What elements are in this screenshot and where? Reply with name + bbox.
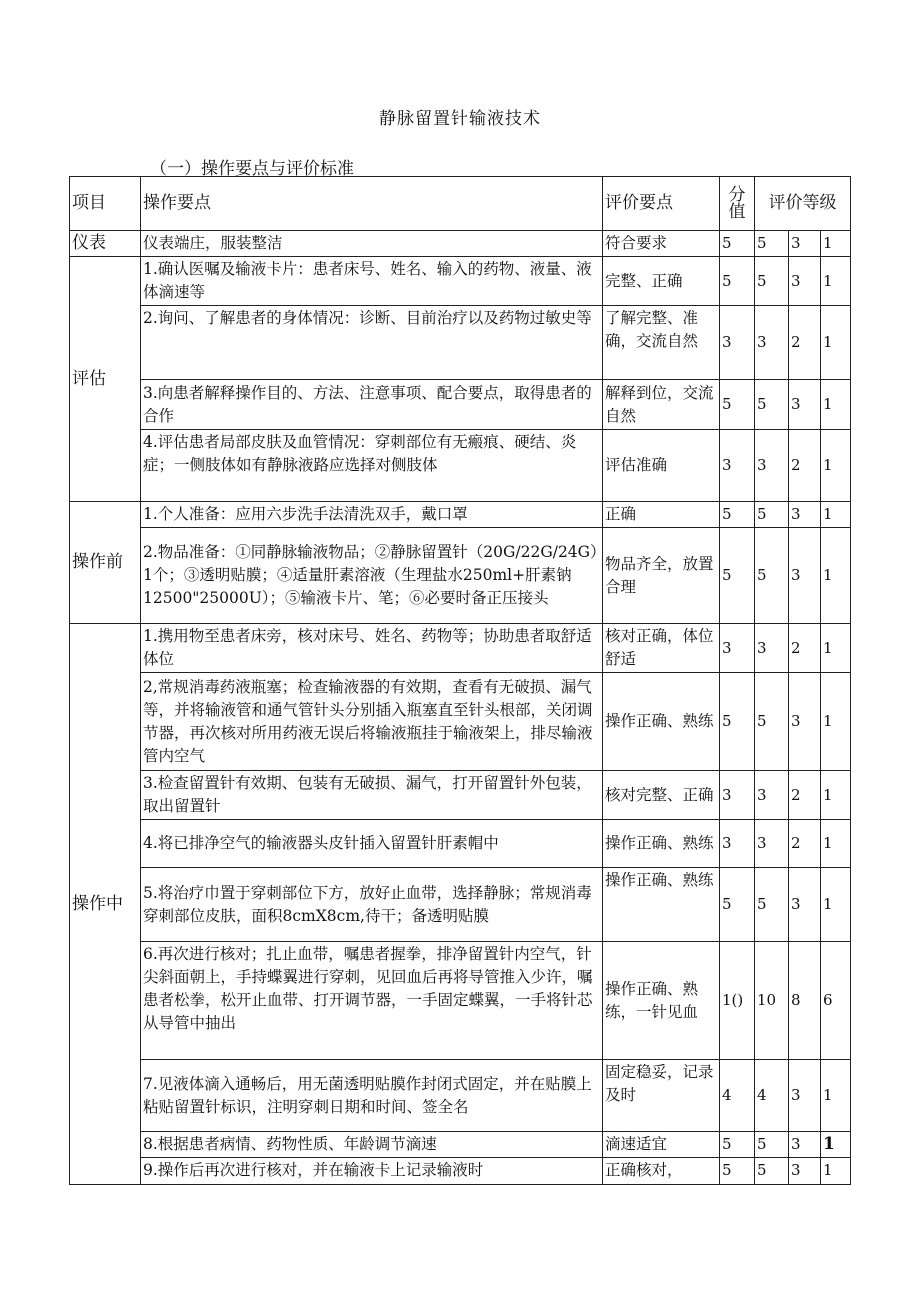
- step-cell: 1.确认医嘱及输液卡片：患者床号、姓名、输入的药物、液量、液体滴速等: [141, 257, 603, 306]
- evaluation-table: [69, 176, 851, 1185]
- criteria-cell: 解释到位，交流自然: [603, 380, 720, 430]
- criteria-cell: 符合要求: [603, 231, 720, 257]
- grade-a-cell: 5: [755, 1132, 789, 1158]
- grade-b-cell: 2: [789, 624, 821, 673]
- step-cell: 2,常规消毒药液瓶塞；检查输液器的有效期，查看有无破损、漏气等，并将输液管和通气管针头分别插入瓶塞直至针头根部，关闭调节器，再次核对所用药液无误后将输液瓶挂于输液架上，排尽输液管内空气: [141, 673, 603, 771]
- grade-b-cell: 3: [789, 1158, 821, 1185]
- group-label: 操作中: [70, 624, 141, 1185]
- grade-b-cell: 8: [789, 942, 821, 1060]
- step-cell: 6.再次进行核对；扎止血带，嘱患者握拳，排净留置针内空气，针尖斜面朝上，手持蝶翼进行穿刺，见回血后再将导管推入少许，嘱患者松拳，松开止血带、打开调节器，一手固定蝶翼，一手将针芯从导管中抽出: [141, 942, 603, 1060]
- score-cell: 5: [720, 673, 755, 771]
- step-cell: 5.将治疗巾置于穿刺部位下方，放好止血带，选择静脉；常规消毒穿刺部位皮肤，面积8cmX8cm,待干；备透明贴膜: [141, 868, 603, 942]
- criteria-cell: 核对正确，体位舒适: [603, 624, 720, 673]
- step-cell: 1.个人准备：应用六步洗手法清洗双手，戴口罩: [141, 502, 603, 528]
- grade-c-cell: 1: [821, 771, 851, 820]
- section-heading: （一）操作要点与评价标准: [150, 159, 354, 179]
- grade-b-cell: 2: [789, 820, 821, 868]
- criteria-cell: 了解完整、准确，交流自然: [603, 306, 720, 380]
- step-cell: 2.询问、了解患者的身体情况：诊断、目前治疗以及药物过敏史等: [141, 306, 603, 380]
- score-cell: 5: [720, 1132, 755, 1158]
- table-row: [70, 820, 851, 868]
- grade-c-cell: 1: [821, 1132, 851, 1158]
- grade-a-cell: 5: [755, 380, 789, 430]
- grade-a-cell: 3: [755, 306, 789, 380]
- table-header-row: [70, 177, 851, 231]
- step-cell: 3.检查留置针有效期、包装有无破损、漏气，打开留置针外包装，取出留置针: [141, 771, 603, 820]
- grade-c-cell: 1: [821, 380, 851, 430]
- grade-a-cell: 3: [755, 430, 789, 502]
- header-score-line2: 值: [728, 201, 746, 222]
- grade-b-cell: 3: [789, 673, 821, 771]
- table-row: [70, 502, 851, 528]
- score-cell: 5: [720, 257, 755, 306]
- criteria-cell: 固定稳妥，记录及时: [603, 1060, 720, 1132]
- table-row: [70, 231, 851, 257]
- criteria-cell: 评估准确: [603, 430, 720, 502]
- criteria-cell: 操作正确、熟练: [603, 673, 720, 771]
- grade-a-cell: 10: [755, 942, 789, 1060]
- score-cell: 3: [720, 820, 755, 868]
- grade-c-cell: 1: [821, 673, 851, 771]
- criteria-cell: 操作正确、熟练，一针见血: [603, 942, 720, 1060]
- score-cell: 5: [720, 528, 755, 624]
- grade-c-cell: 1: [821, 624, 851, 673]
- grade-b-cell: 3: [789, 1060, 821, 1132]
- grade-c-cell: 1: [821, 868, 851, 942]
- table-row: [70, 624, 851, 673]
- step-cell: 4.将已排净空气的输液器头皮针插入留置针肝素帽中: [141, 820, 603, 868]
- criteria-cell: 操作正确、熟练: [603, 820, 720, 868]
- score-cell: 4: [720, 1060, 755, 1132]
- grade-c-cell: 1: [821, 430, 851, 502]
- criteria-cell: 完整、正确: [603, 257, 720, 306]
- header-score-line1: 分: [728, 184, 746, 205]
- step-cell: 4.评估患者局部皮肤及血管情况：穿刺部位有无瘢痕、硬结、炎症；一侧肢体如有静脉液路应选择对侧肢体: [141, 430, 603, 502]
- table-row: [70, 1132, 851, 1158]
- grade-b-cell: 3: [789, 868, 821, 942]
- score-cell: 3: [720, 430, 755, 502]
- group-label: 评估: [70, 257, 141, 502]
- grade-c-cell: 1: [821, 1158, 851, 1185]
- table-row: [70, 771, 851, 820]
- grade-c-cell: 1: [821, 528, 851, 624]
- score-cell: 5: [720, 231, 755, 257]
- table-row: [70, 528, 851, 624]
- grade-c-cell: 1: [821, 820, 851, 868]
- grade-a-cell: 5: [755, 502, 789, 528]
- grade-a-cell: 3: [755, 624, 789, 673]
- grade-b-cell: 3: [789, 231, 821, 257]
- header-item: 项目: [70, 177, 141, 231]
- table-row: [70, 430, 851, 502]
- score-cell: 5: [720, 868, 755, 942]
- criteria-cell: 滴速适宜: [603, 1132, 720, 1158]
- header-score: [720, 177, 755, 231]
- criteria-cell: 正确核对，: [603, 1158, 720, 1185]
- table-row: [70, 942, 851, 1060]
- score-cell: 5: [720, 502, 755, 528]
- table-row: [70, 1158, 851, 1185]
- table-row: [70, 868, 851, 942]
- grade-a-cell: 5: [755, 257, 789, 306]
- group-label: 仪表: [70, 231, 141, 257]
- step-cell: 仪表端庄，服装整洁: [141, 231, 603, 257]
- grade-c-cell: 1: [821, 257, 851, 306]
- grade-b-cell: 3: [789, 380, 821, 430]
- table-row: [70, 306, 851, 380]
- document-title: 静脉留置针输液技术: [379, 109, 541, 129]
- step-cell: 7.见液体滴入通畅后，用无菌透明贴膜作封闭式固定，并在贴膜上粘贴留置针标识，注明穿刺日期和时间、签全名: [141, 1060, 603, 1132]
- header-criteria: 评价要点: [603, 177, 720, 231]
- grade-b-cell: 3: [789, 528, 821, 624]
- grade-a-cell: 5: [755, 528, 789, 624]
- score-cell: 5: [720, 1158, 755, 1185]
- grade-a-cell: 5: [755, 231, 789, 257]
- grade-c-cell: 1: [821, 306, 851, 380]
- criteria-cell: 操作正确、熟练: [603, 868, 720, 942]
- grade-a-cell: 3: [755, 771, 789, 820]
- grade-a-cell: 4: [755, 1060, 789, 1132]
- grade-b-cell: 3: [789, 502, 821, 528]
- table-row: [70, 257, 851, 306]
- group-label: 操作前: [70, 502, 141, 624]
- criteria-cell: 正确: [603, 502, 720, 528]
- grade-a-cell: 5: [755, 868, 789, 942]
- header-grade: 评价等级: [755, 177, 851, 231]
- score-cell: 3: [720, 771, 755, 820]
- step-cell: 3.向患者解释操作目的、方法、注意事项、配合要点，取得患者的合作: [141, 380, 603, 430]
- score-cell: 5: [720, 380, 755, 430]
- table-row: [70, 673, 851, 771]
- score-cell: 3: [720, 624, 755, 673]
- grade-c-cell: 1: [821, 231, 851, 257]
- step-cell: 2.物品准备：①同静脉输液物品；②静脉留置针（20G/22G/24G）1个；③透明贴膜；④适量肝素溶液（生理盐水250ml+肝素钠12500"25000U）；⑤输液卡片、笔；⑥必要时备正压接头: [141, 528, 603, 624]
- score-cell: 3: [720, 306, 755, 380]
- header-step: 操作要点: [141, 177, 603, 231]
- step-cell: 9.操作后再次进行核对，并在输液卡上记录输液时: [141, 1158, 603, 1185]
- criteria-cell: 物品齐全，放置合理: [603, 528, 720, 624]
- step-cell: 1.携用物至患者床旁，核对床号、姓名、药物等；协助患者取舒适体位: [141, 624, 603, 673]
- grade-c-cell: 1: [821, 502, 851, 528]
- grade-c-cell: 1: [821, 1060, 851, 1132]
- grade-a-cell: 3: [755, 820, 789, 868]
- step-cell: 8.根据患者病情、药物性质、年龄调节滴速: [141, 1132, 603, 1158]
- grade-a-cell: 5: [755, 673, 789, 771]
- grade-a-cell: 5: [755, 1158, 789, 1185]
- grade-b-cell: 2: [789, 306, 821, 380]
- grade-b-cell: 2: [789, 430, 821, 502]
- grade-b-cell: 2: [789, 771, 821, 820]
- table-row: [70, 380, 851, 430]
- grade-b-cell: 3: [789, 1132, 821, 1158]
- grade-c-cell: 6: [821, 942, 851, 1060]
- table-row: [70, 1060, 851, 1132]
- grade-b-cell: 3: [789, 257, 821, 306]
- score-cell: 1(): [720, 942, 755, 1060]
- criteria-cell: 核对完整、正确: [603, 771, 720, 820]
